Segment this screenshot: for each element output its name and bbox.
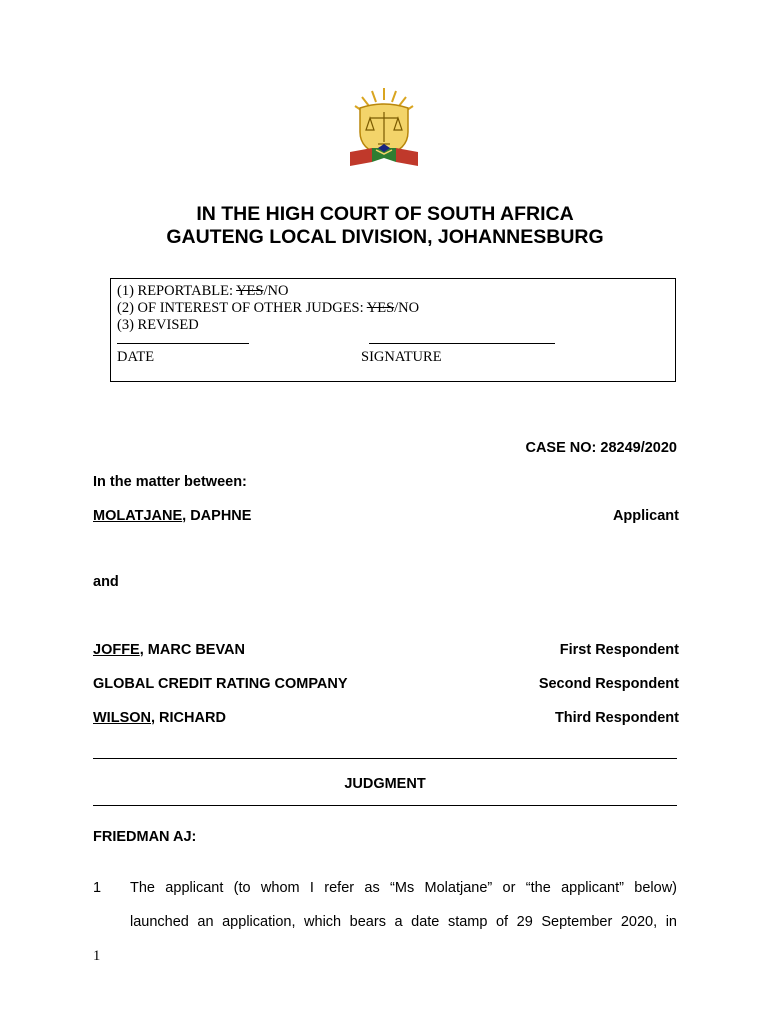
reportable-yes-struck: YES bbox=[236, 283, 264, 299]
court-title-line-1: IN THE HIGH COURT OF SOUTH AFRICA bbox=[196, 203, 574, 225]
reportability-box bbox=[110, 278, 676, 382]
applicant-role: Applicant bbox=[612, 508, 679, 524]
interest-no: /NO bbox=[394, 300, 420, 316]
third-respondent-surname: WILSON bbox=[93, 710, 151, 726]
judge-name: FRIEDMAN AJ: bbox=[93, 829, 197, 845]
court-title-line-2: GAUTENG LOCAL DIVISION, JOHANNESBURG bbox=[166, 226, 604, 248]
matter-between: In the matter between: bbox=[93, 474, 247, 490]
page-number: 1 bbox=[93, 948, 101, 964]
judgment-heading: JUDGMENT bbox=[344, 776, 426, 792]
second-respondent-name: GLOBAL CREDIT RATING COMPANY bbox=[93, 676, 348, 692]
date-label: DATE bbox=[117, 349, 155, 365]
date-signature-line bbox=[117, 343, 249, 344]
interest-line bbox=[117, 300, 419, 317]
interest-yes-struck: YES bbox=[366, 300, 395, 316]
first-respondent-name bbox=[93, 641, 245, 659]
applicant-given-name: , DAPHNE bbox=[182, 508, 252, 524]
case-number: CASE NO: 28249/2020 bbox=[525, 440, 677, 456]
first-respondent-surname: JOFFE bbox=[93, 642, 140, 658]
third-respondent-given-name: , RICHARD bbox=[151, 710, 226, 726]
signature-line bbox=[369, 343, 555, 344]
reportable-label: (1) REPORTABLE: bbox=[117, 283, 237, 299]
third-respondent-role: Third Respondent bbox=[554, 710, 679, 726]
divider-bottom bbox=[93, 805, 677, 806]
signature-label: SIGNATURE bbox=[361, 349, 442, 365]
applicant-name bbox=[93, 507, 251, 525]
applicant-surname: MOLATJANE bbox=[93, 508, 183, 524]
paragraph-1-line-1: The applicant (to whom I refer as “Ms Molatjane” or “the applicant” below) bbox=[130, 880, 677, 896]
reportable-no: /NO bbox=[263, 283, 289, 299]
first-respondent-role: First Respondent bbox=[559, 642, 679, 658]
and-connector: and bbox=[93, 574, 119, 590]
court-crest-logo bbox=[346, 86, 422, 168]
first-respondent-given-name: , MARC BEVAN bbox=[139, 642, 245, 658]
paragraph-1-line-2: launched an application, which bears a date stamp of 29 September 2020, in bbox=[130, 914, 677, 930]
divider-top bbox=[93, 758, 677, 759]
second-respondent-role: Second Respondent bbox=[538, 676, 679, 692]
revised-line: (3) REVISED bbox=[117, 317, 199, 333]
interest-label: (2) OF INTEREST OF OTHER JUDGES: bbox=[117, 300, 367, 316]
reportable-line bbox=[117, 283, 288, 300]
paragraph-number: 1 bbox=[93, 880, 102, 896]
third-respondent-name bbox=[93, 709, 226, 727]
